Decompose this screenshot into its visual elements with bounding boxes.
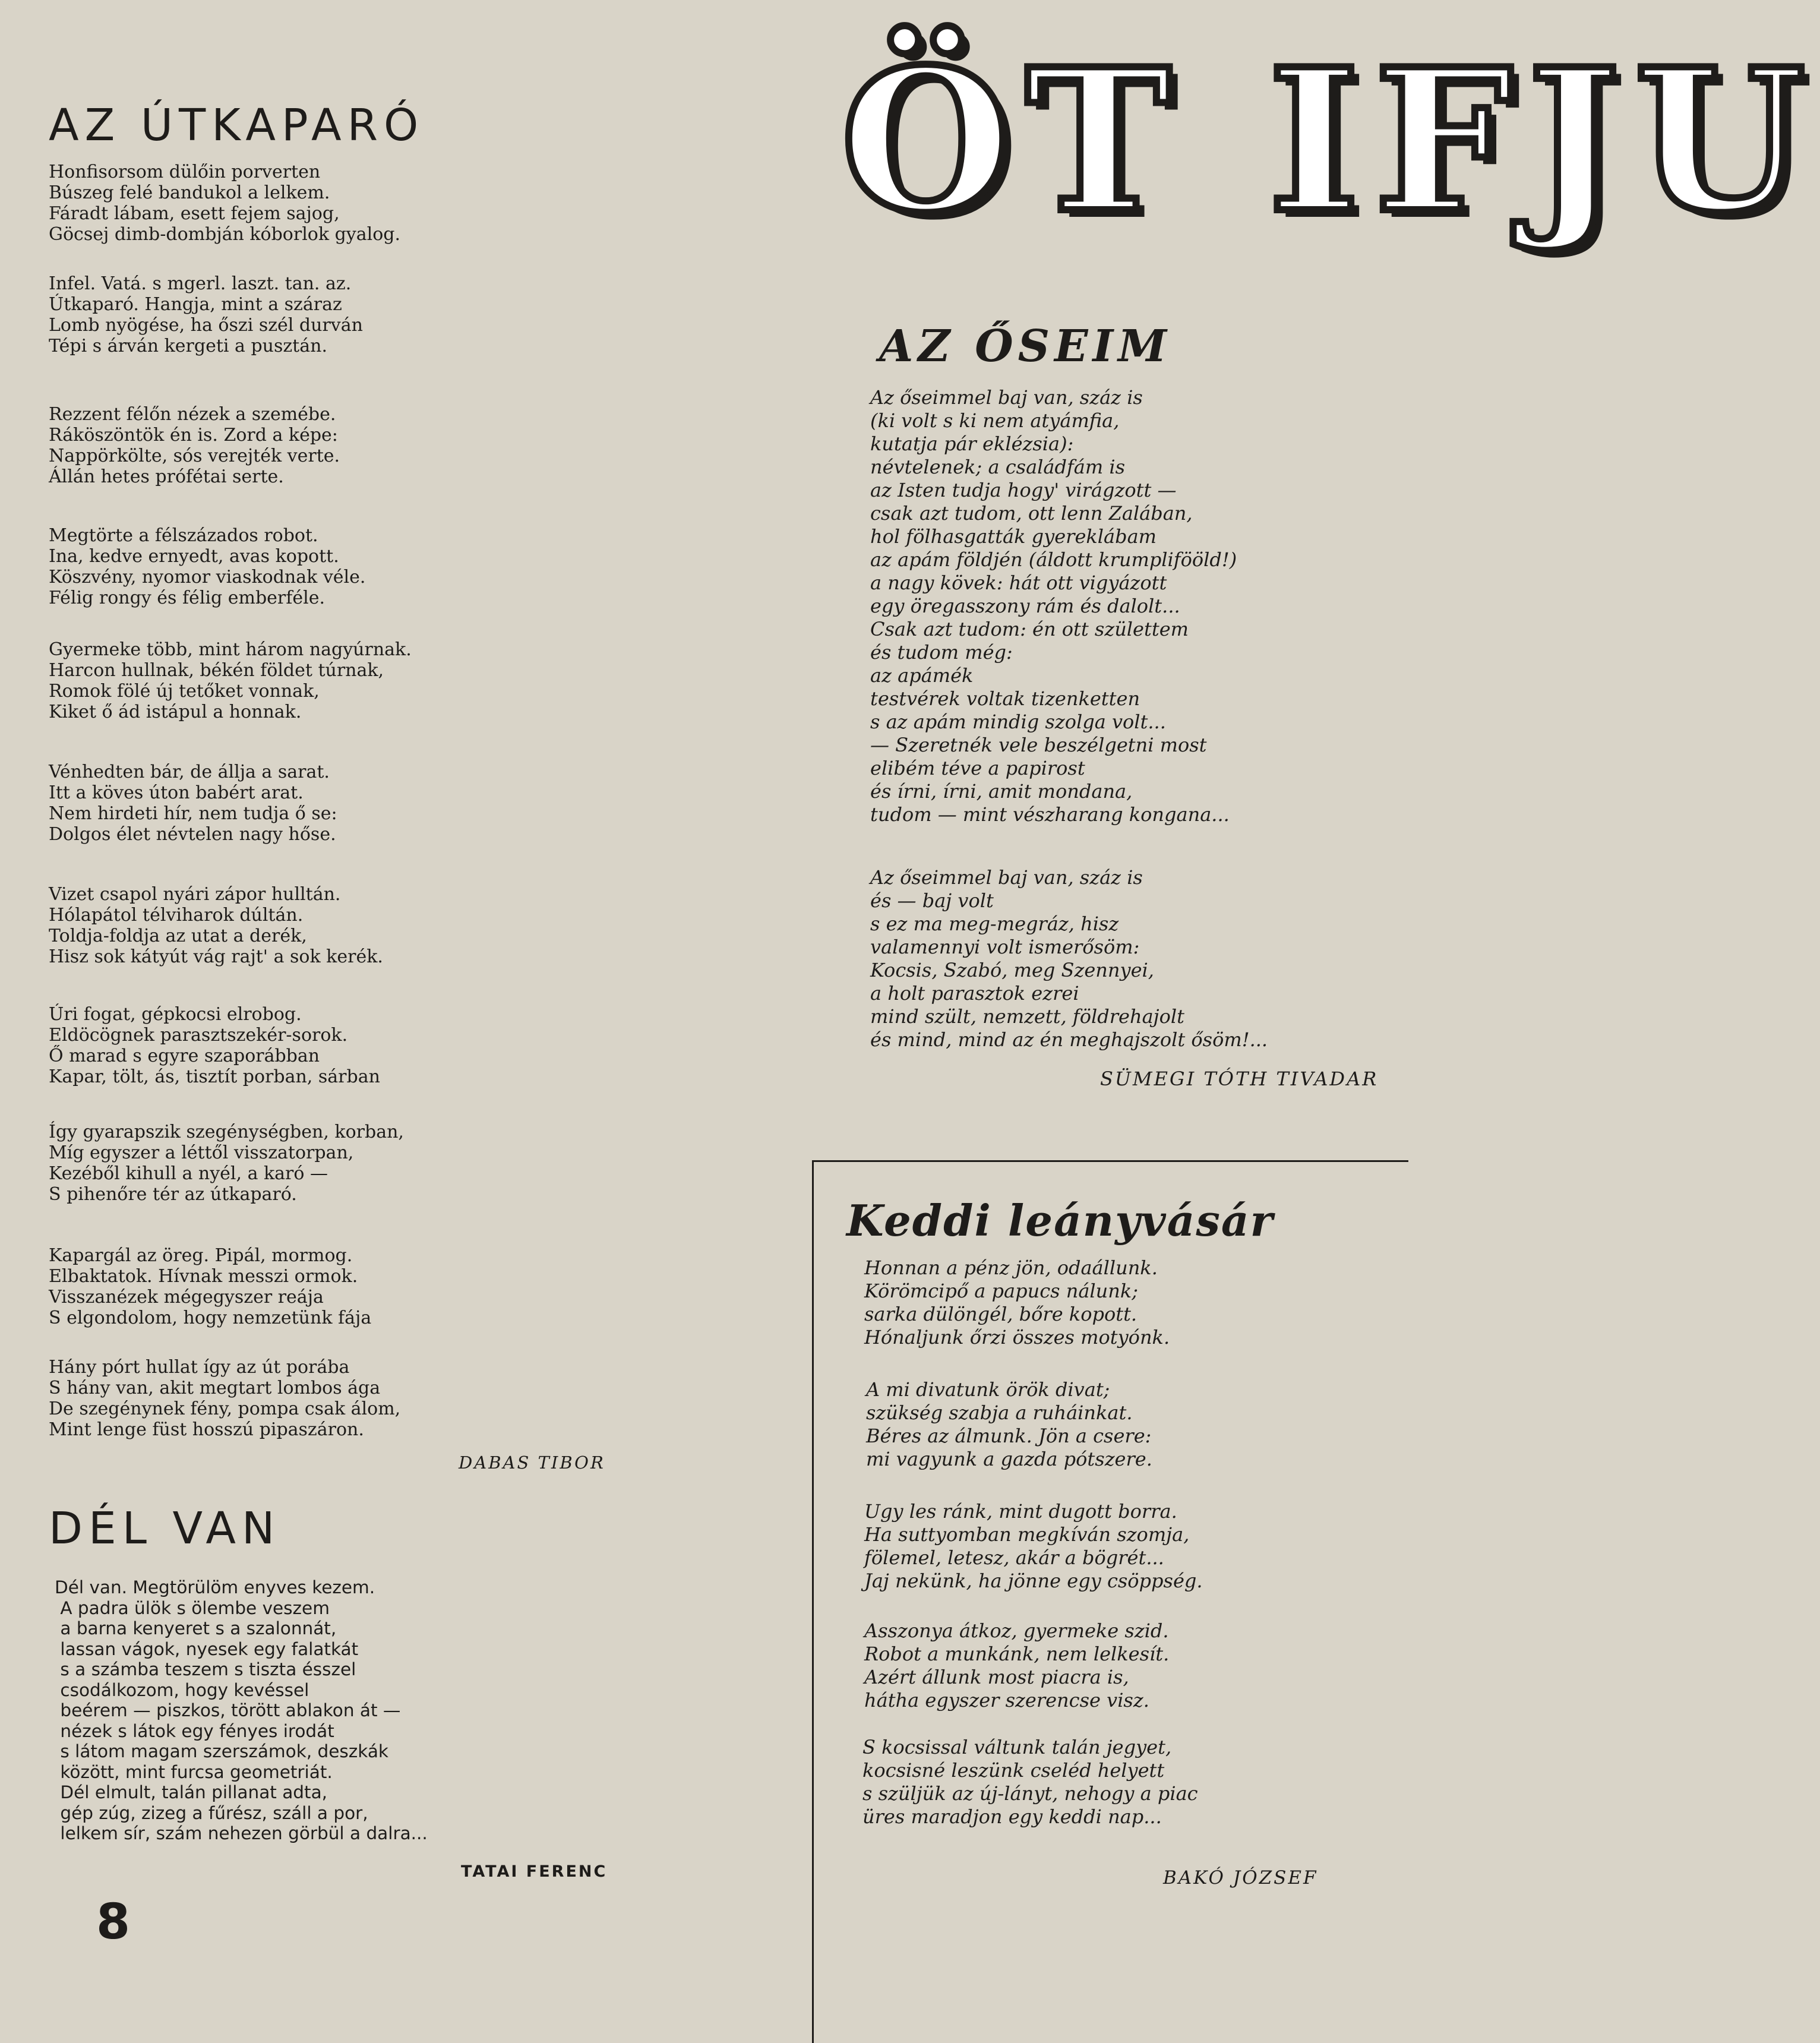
poem-stanza: Úri fogat, gépkocsi elrobog. Eldöcögnek parasztszekér-sorok. Ő marad s egyre szaporábban Kapar, tölt, ás, tisztít porban, sárban (49, 1004, 380, 1087)
poem-stanza: A mi divatunk örök divat; szükség szabja a ruháinkat. Béres az álmunk. Jön a csere: mi vagyunk a gazda pótszere. (866, 1378, 1152, 1470)
poem-text-del-van: Dél van. Megtörülöm enyves kezem. A padra ülök s ölembe veszem a barna kenyeret s a szalonnát, lassan vágok, nyesek egy falatkát s a számba teszem s tiszta ésszel csodálkozom, hogy kevéssel beérem — piszkos, törött ablakon át — nézek s látok egy fényes irodát s látom magam szerszámok, deszkák között, mint furcsa geometriát. Dél elmult, talán pillanat adta, gép zúg, zizeg a fűrész, száll a por, lelkem sír, szám nehezen görbül a dalra... (55, 1577, 428, 1843)
poem-stanza: Az őseimmel baj van, száz is és — baj volt s ez ma meg-megráz, hisz valamennyi volt ismerősöm: Kocsis, Szabó, meg Szennyei, a holt parasztok ezrei mind szült, nemzett, földrehajolt és mind, mind az én meghajszolt ősöm!... (870, 866, 1268, 1051)
poem-stanza: S kocsissal váltunk talán jegyet, kocsisné leszünk cseléd helyett s szüljük az új-lányt, nehogy a piac üres maradjon egy keddi nap... (862, 1736, 1198, 1828)
poem-stanza: Asszonya átkoz, gyermeke szid. Robot a munkánk, nem lelkesít. Azért állunk most piacra is, hátha egyszer szerencse visz. (864, 1619, 1170, 1712)
poem-author: SÜMEGI TÓTH TIVADAR (1100, 1068, 1379, 1090)
poem-stanza: Vénhedten bár, de állja a sarat. Itt a köves úton babért arat. Nem hirdeti hír, nem tudja ő se: Dolgos élet névtelen nagy hőse. (49, 762, 337, 845)
poem-author: DABAS TIBOR (459, 1452, 605, 1473)
poem-stanza: Honfisorsom dülőin porverten Búszeg felé bandukol a lelkem. Fáradt lábam, esett fejem sajog, Göcsej dimb-dombján kóborlok gyalog. (49, 162, 401, 245)
poem-stanza: Az őseimmel baj van, száz is (ki volt s ki nem atyámfia, kutatja pár eklézsia): névtelenek; a családfám is az Isten tudja hogy' virágzott — csak azt tudom, ott lenn Zalában, hol fölhasgatták gyereklábam az apám földjén (áldott krumplifööld!) a nagy kövek: hát ott vigyázott egy öregasszony rám és dalolt... Csak azt tudom: én ott születtem és tudom még: az apámék testvérek voltak tizenketten s az apám mindig szolga volt... — Szeretnék vele beszélgetni most elibém téve a papirost és írni, írni, amit mondana, tudom — mint vészharang kongana... (870, 386, 1237, 826)
poem-title-utkaparo: AZ ÚTKAPARÓ (49, 100, 425, 151)
poem-author: BAKÓ JÓZSEF (1163, 1867, 1318, 1889)
poem-stanza: Így gyarapszik szegénységben, korban, Míg egyszer a léttől visszatorpan, Kezéből kihull a nyél, a karó — S pihenőre tér az útkaparó. (49, 1122, 404, 1205)
headline: ÖT IFJU (841, 26, 1820, 256)
poem-author: TATAI FERENC (461, 1862, 608, 1881)
poem-stanza: Honnan a pénz jön, odaállunk. Körömcipő a papucs nálunk; sarka dülöngél, bőre kopott. Hónaljunk őrzi összes motyónk. (864, 1256, 1170, 1349)
box-border-left (812, 1160, 814, 2043)
poem-title-oseim: AZ ŐSEIM (879, 321, 1172, 372)
poem-title-del-van: DÉL VAN (49, 1503, 281, 1554)
poem-stanza: Vizet csapol nyári zápor hulltán. Hólapátol télviharok dúltán. Toldja-foldja az utat a derék, Hisz sok kátyút vág rajt' a sok kerék. (49, 884, 383, 967)
poem-title-keddi-leanyvasar: Keddi leányvásár (846, 1195, 1274, 1246)
poem-stanza: Hány pórt hullat így az út porába S hány van, akit megtart lombos ága De szegénynek fény, pompa csak álom, Mint lenge füst hosszú pipaszáron. (49, 1357, 401, 1440)
box-border-top (812, 1160, 1408, 1162)
poem-stanza: Rezzent félőn nézek a szemébe. Ráköszöntök én is. Zord a képe: Nappörkölte, sós verejték verte. Állán hetes prófétai serte. (49, 404, 340, 487)
page-number: 8 (96, 1894, 131, 1950)
poem-stanza: Infel. Vatá. s mgerl. laszt. tan. az. Útkaparó. Hangja, mint a száraz Lomb nyögése, ha őszi szél durván Tépi s árván kergeti a pusztán. (49, 273, 363, 356)
poem-stanza: Ugy les ránk, mint dugott borra. Ha suttyomban megkíván szomja, fölemel, letesz, akár a bögrét... Jaj nekünk, ha jönne egy csöppség. (864, 1500, 1203, 1592)
poem-stanza: Gyermeke több, mint három nagyúrnak. Harcon hullnak, békén földet túrnak, Romok fölé új tetőket vonnak, Kiket ő ád istápul a honnak. (49, 639, 412, 722)
poem-stanza: Megtörte a félszázados robot. Ina, kedve ernyedt, avas kopott. Köszvény, nyomor viaskodnak véle. Félig rongy és félig emberféle. (49, 525, 366, 608)
poem-stanza: Kapargál az öreg. Pipál, mormog. Elbaktatok. Hívnak messzi ormok. Visszanézek mégegyszer reája S elgondolom, hogy nemzetünk fája (49, 1245, 372, 1328)
